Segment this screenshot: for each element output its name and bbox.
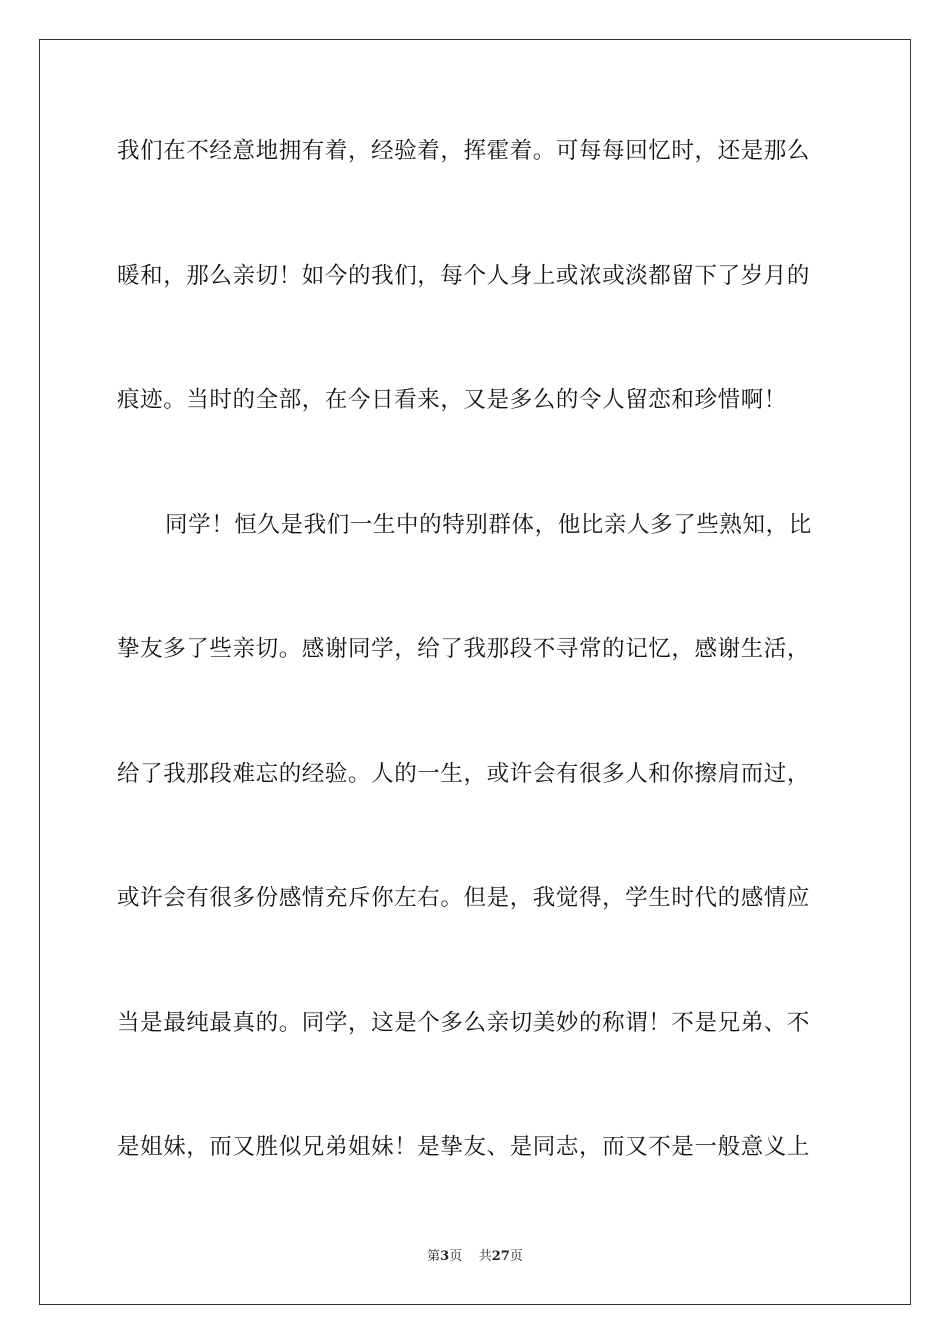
text-line: 是姐妹，而又胜似兄弟姐妹！是挚友、是同志，而又不是一般意义上 (117, 1134, 811, 1160)
text-line: 给了我那段难忘的经验。人的一生，或许会有很多人和你擦肩而过， (117, 761, 811, 787)
text-line: 当是最纯最真的。同学，这是个多么亲切美妙的称谓！不是兄弟、不 (117, 1010, 811, 1036)
total-pages: 27 (491, 1249, 510, 1264)
page-frame (39, 39, 911, 1305)
text-line: 挚友多了些亲切。感谢同学，给了我那段不寻常的记忆，感谢生活， (117, 636, 811, 662)
paragraph-start-line: 同学！恒久是我们一生中的特别群体，他比亲人多了些熟知，比 (165, 512, 812, 538)
text-line: 暖和，那么亲切！如今的我们，每个人身上或浓或淡都留下了岁月的 (117, 263, 811, 289)
page-suffix: 页 (449, 1249, 463, 1264)
total-prefix: 共 (478, 1249, 492, 1264)
text-line: 或许会有很多份感情充斥你左右。但是，我觉得，学生时代的感情应 (117, 885, 811, 911)
page-footer (0, 1248, 950, 1266)
page-number: 3 (440, 1249, 450, 1264)
text-line: 我们在不经意地拥有着，经验着，挥霍着。可每每回忆时，还是那么 (117, 138, 811, 164)
page-prefix: 第 (427, 1249, 441, 1264)
total-suffix: 页 (509, 1249, 523, 1264)
text-line: 痕迹。当时的全部，在今日看来，又是多么的令人留恋和珍惜啊！ (117, 387, 787, 413)
